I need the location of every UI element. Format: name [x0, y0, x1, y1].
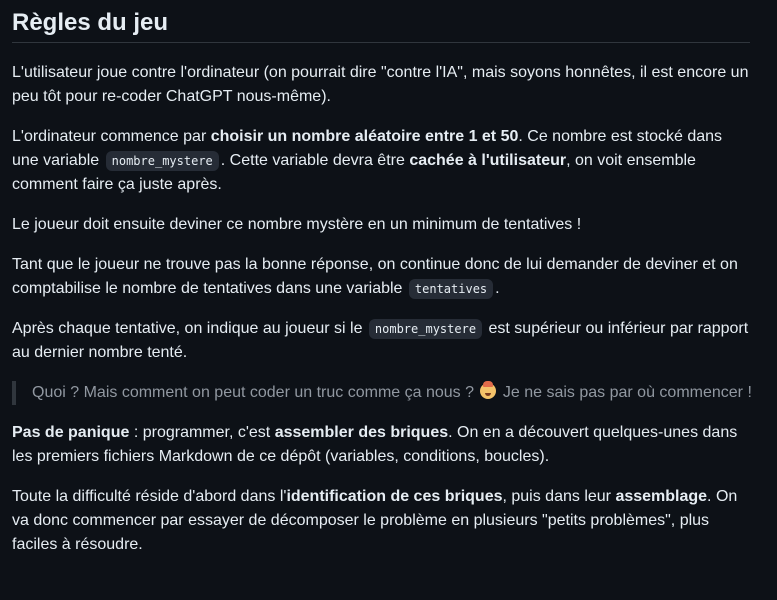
text-segment: , puis dans leur	[502, 488, 616, 505]
paragraph-attempts	[12, 253, 752, 301]
paragraph-hint	[12, 317, 752, 365]
text-segment: L'ordinateur commence par	[12, 128, 211, 145]
text-segment: Tant que le joueur ne trouve pas la bonne réponse, on continue donc de lui demander de deviner et on comptabilise le nombre de tentatives dans une variable	[12, 256, 738, 297]
exploding-head-icon	[480, 383, 496, 399]
text-segment: : programmer, c'est	[129, 424, 275, 441]
heading-divider	[12, 42, 750, 43]
inline-code: nombre_mystere	[369, 319, 482, 339]
text-segment: . Ce nombre est stocké dans une variable	[12, 128, 723, 169]
bold-text: cachée à l'utilisateur	[409, 152, 567, 169]
paragraph-random-number	[12, 125, 752, 197]
bold-text: choisir un nombre aléatoire entre 1 et 50	[210, 128, 519, 145]
text-segment: Après chaque tentative, on indique au joueur si le	[12, 320, 367, 337]
paragraph-difficulty	[12, 485, 752, 557]
text-segment: Toute la difficulté réside d'abord dans l'	[12, 488, 287, 505]
bold-text: identification de ces briques	[286, 488, 503, 505]
text-segment: Je ne sais pas par où commencer !	[498, 384, 752, 401]
text-segment: . Cette variable devra être	[220, 152, 410, 169]
text-segment: Quoi ? Mais comment on peut coder un truc comme ça nous ?	[32, 384, 479, 401]
text-segment: , on voit ensemble comment faire ça juste après.	[12, 152, 696, 193]
text-segment: est supérieur ou inférieur par rapport au dernier nombre tenté.	[12, 320, 749, 361]
paragraph-guess	[12, 213, 752, 237]
inline-code: nombre_mystere	[106, 151, 219, 171]
blockquote	[12, 381, 752, 405]
text-segment: . On va donc commencer par essayer de décomposer le problème en plusieurs "petits problèmes", plus faciles à résoudre.	[12, 488, 738, 553]
bold-text: assembler des briques	[274, 424, 449, 441]
paragraph-intro-text: L'utilisateur joue contre l'ordinateur (on pourrait dire "contre l'IA", mais soyons honnêtes, il est encore un peu tôt pour re-coder ChatGPT nous-même).	[12, 64, 749, 105]
text-segment: . On en a découvert quelques-unes dans les premiers fichiers Markdown de ce dépôt (variables, conditions, boucles).	[12, 424, 738, 465]
paragraph-intro	[12, 61, 752, 109]
paragraph-no-panic	[12, 421, 752, 469]
inline-code: tentatives	[409, 279, 493, 299]
bold-text: assemblage	[615, 488, 708, 505]
bold-text: Pas de panique	[12, 424, 130, 441]
text-segment: .	[495, 280, 500, 297]
section-heading: Règles du jeu	[12, 9, 169, 36]
paragraph-guess-text: Le joueur doit ensuite deviner ce nombre mystère en un minimum de tentatives !	[12, 216, 582, 233]
